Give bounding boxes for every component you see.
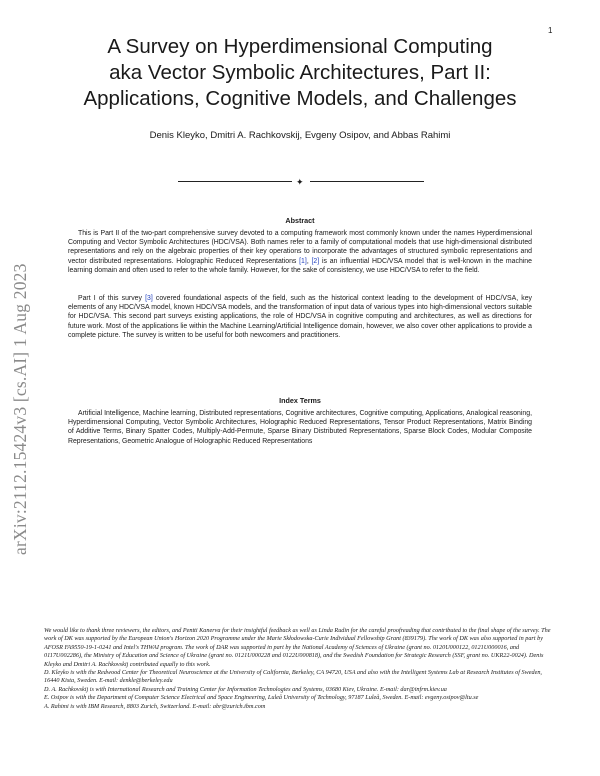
title-line: A Survey on Hyperdimensional Computing [107,35,493,58]
abstract-paragraph-2 [68,294,532,340]
abstract-heading: Abstract [285,216,315,225]
arxiv-identifier-stamp[interactable]: arXiv:2112.15424v3 [cs.AI] 1 Aug 2023 [10,263,30,555]
citation-link[interactable]: [1] [299,257,307,265]
index-terms-list: Artificial Intelligence, Machine learning, Distributed representations, Cognitive architectures, Cognitive computing, Applications, Analogical reasoning, Hyperdimensional Computing, Vector Symbolic Architectures, Holographic Reduced Representations, Tensor Product Representations, Matrix Binding of Additive Terms, Binary Spatter Codes, Multiply-Add-Permute, Sparse Binary Distributed Representations, Sparse Block Codes, Modular Composite Representations, Geometric Analogue of Holographic Reduced Representations [68,410,532,445]
footnote-affiliation: D. A. Rachkovskij is with International Research and Training Center for Information Technologies and Systems, 03680 Kiev, Ukraine. E-mail: dar@infrm.kiev.ua [44,685,447,693]
section-divider [178,177,424,187]
footnote-affiliation: E. Osipov is with the Department of Computer Science Electrical and Space Engineering, Luleå University of Technology, 97187 Luleå, Sweden. E-mail: evgeny.osipov@ltu.se [44,694,479,702]
abstract-text: Part I of this survey [78,295,146,302]
abstract-text: This is Part II of the two-part comprehensive survey devoted to a computing framework most commonly known under the names Hyperdimensional Computing and Vector Symbolic Architectures (HDC/VSA). Both names refer to a family of computational models that use high-dimensional distributed representations and rely on the algebraic properties of their key operations to incorporate the advantages of structured symbolic representations and vector distributed representations. Holographic Reduced Representations [68,230,532,265]
footnote-affiliation: D. Kleyko is with the Redwood Center for Theoretical Neuroscience at the University of California, Berkeley, CA 94720, USA and also with the Intelligent Systems Lab at Research Institutes of Sweden, 16440 Kista, Sweden. E-mail: denkle@berkeley.edu [44,669,542,685]
paper-title [40,34,560,112]
page-number: 1 [548,26,553,35]
divider-line-left [178,181,292,182]
citation-separator: , [306,257,312,265]
footnote-acknowledgments: We would like to thank three reviewers, the editors, and Pentti Kanerva for their insightful feedback as well as Linda Rudin for the careful proofreading that contributed to the final shape of the survey. The work of DK was supported by the European Union's Horizon 2020 Programme under the Marie Skłodowska-Curie Individual Fellowship Grant (839179). The work of DK was also supported in part by AFOSR FA9550-19-1-0241 and Intel's THWAI program. The work of DAR was supported in part by the National Academy of Sciences of Ukraine (grant no. 0120U000122, 0121U000016, and 0117U002286), the Ministry of Education and Science of Ukraine (grant no. 0121U000228 and 0122U000818), and the Swedish Foundation for Strategic Research (SSF, grant no. UKR22-0024). Denis Kleyko and Dmitri A. Rachkovskij contributed equally to this work. [44,627,551,668]
abstract-text: is an influential HDC/VSA model that is well-known in the machine learning domain and often used to refer to the whole family. However, for the sake of consistency, we use HDC/VSA to refer to the field. [68,257,532,274]
index-terms-heading: Index Terms [279,396,321,405]
citation-link[interactable]: [2] [311,257,320,265]
divider-line-right [310,181,424,182]
citation-link[interactable]: [3] [145,295,153,302]
abstract-paragraph-1 [68,229,532,275]
author-list: Denis Kleyko, Dmitri A. Rachkovskij, Evgeny Osipov, and Abbas Rahimi [149,130,451,141]
abstract-text: covered foundational aspects of the field, such as the historical context leading to the development of HDC/VSA, key elements of any HDC/VSA model, known HDC/VSA models, and the transformation of input data of various types into high-dimensional vectors suitable for HDC/VSA. This second part surveys existing applications, the role of HDC/VSA in cognitive computing and architectures, as well as directions for future work. Most of the applications lie within the Machine Learning/Artificial Intelligence domain, however, we also cover other applications to provide a complete picture. The survey is written to be useful for both newcomers and practitioners. [68,295,532,339]
divider-star-icon: ✦ [296,177,304,187]
title-line: Applications, Cognitive Models, and Challenges [83,87,517,110]
footnotes [44,627,558,711]
title-line: aka Vector Symbolic Architectures, Part II: [109,61,491,84]
footnote-affiliation: A. Rahimi is with IBM Research, 8803 Zurich, Switzerland. E-mail: abr@zurich.ibm.com [44,702,266,710]
